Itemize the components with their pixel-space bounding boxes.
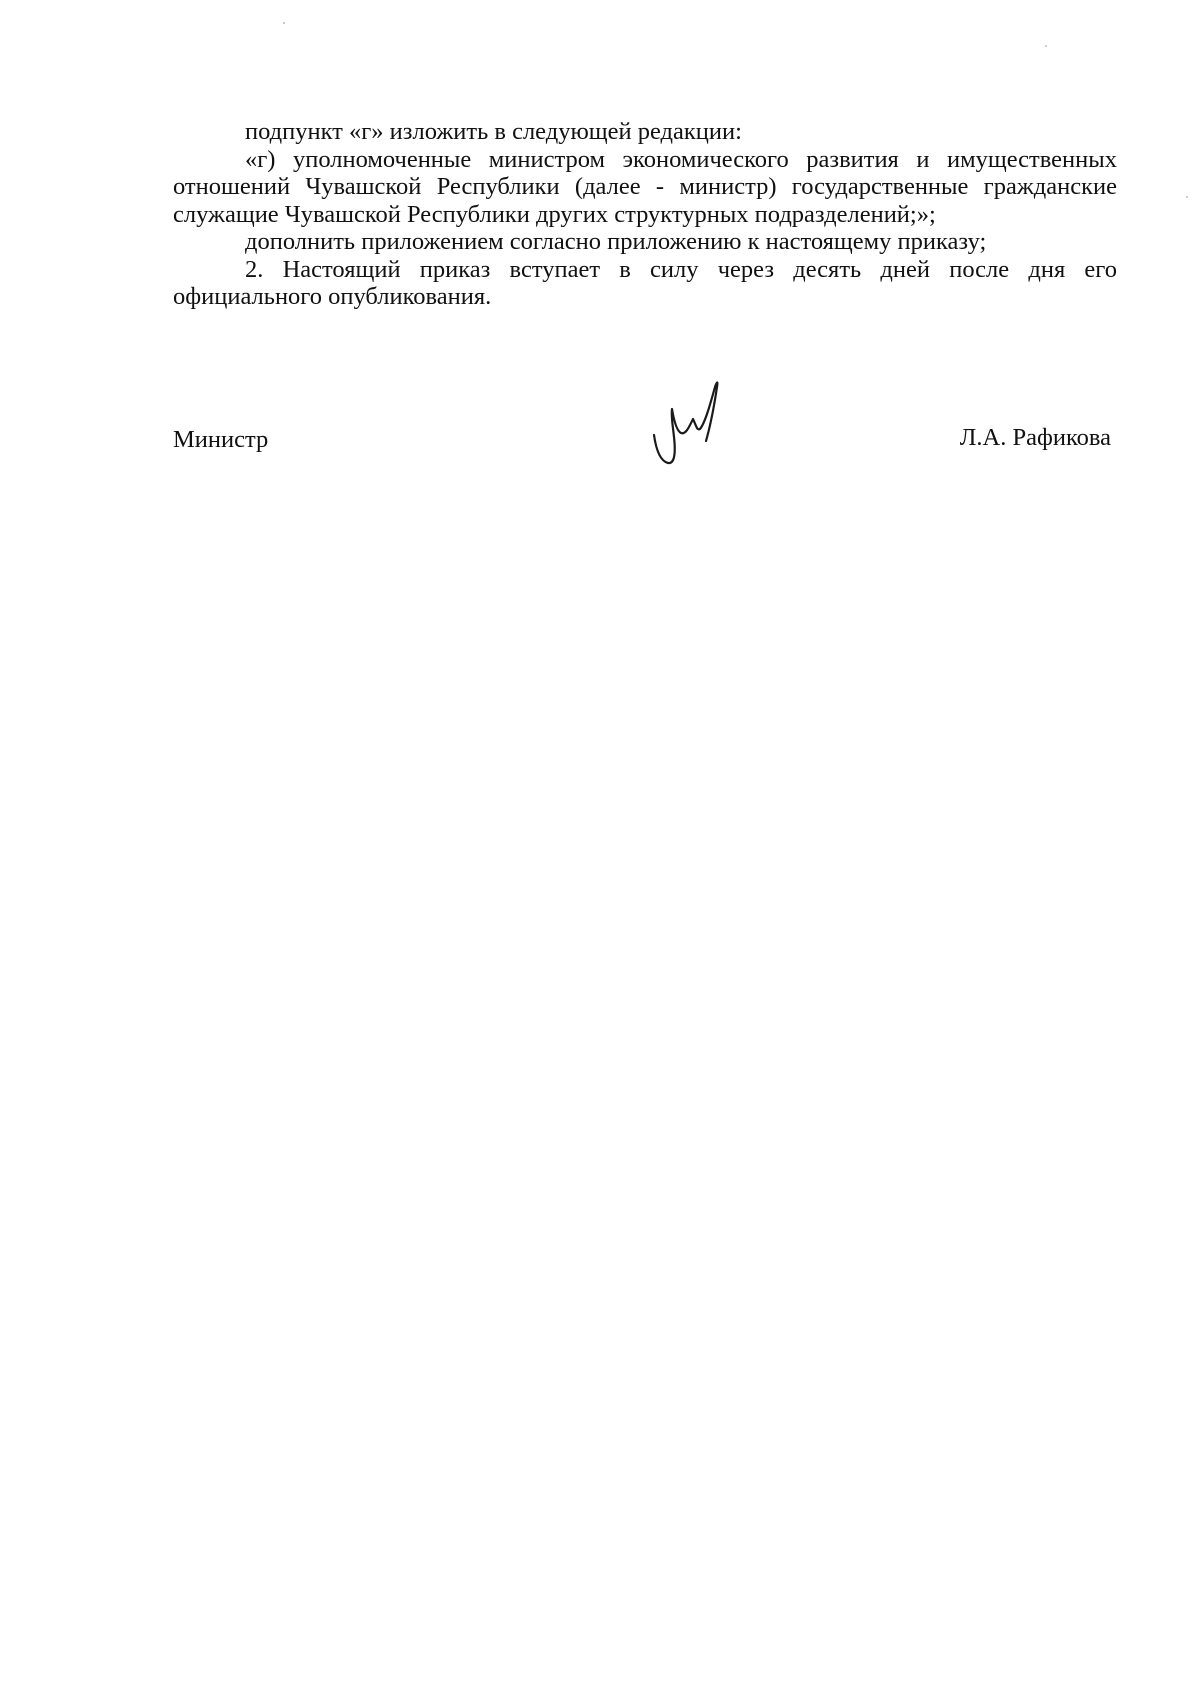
scan-speck: [1045, 45, 1047, 47]
signatory-position: Министр: [173, 426, 269, 453]
signature-block: [173, 420, 1117, 460]
scan-speck: [1186, 196, 1188, 198]
paragraph-subitem-g: подпункт «г» изложить в следующей редакции:: [245, 118, 742, 145]
document-body: [173, 118, 1117, 311]
signatory-name: Л.А. Рафикова: [959, 424, 1111, 451]
paragraph-subitem-g-text: «г) уполномоченные министром экономического развития и имущественных отношений Чувашской Республики (далее - министр) государственные гражданские служащие Чувашской Республики других структурных подразделений;»;: [173, 145, 1117, 228]
paragraph-appendix: дополнить приложением согласно приложению к настоящему приказу;: [245, 228, 987, 255]
paragraph-effective-date: 2. Настоящий приказ вступает в силу через десять дней после дня его официального опубликования.: [173, 255, 1117, 310]
scan-speck: [283, 22, 285, 24]
